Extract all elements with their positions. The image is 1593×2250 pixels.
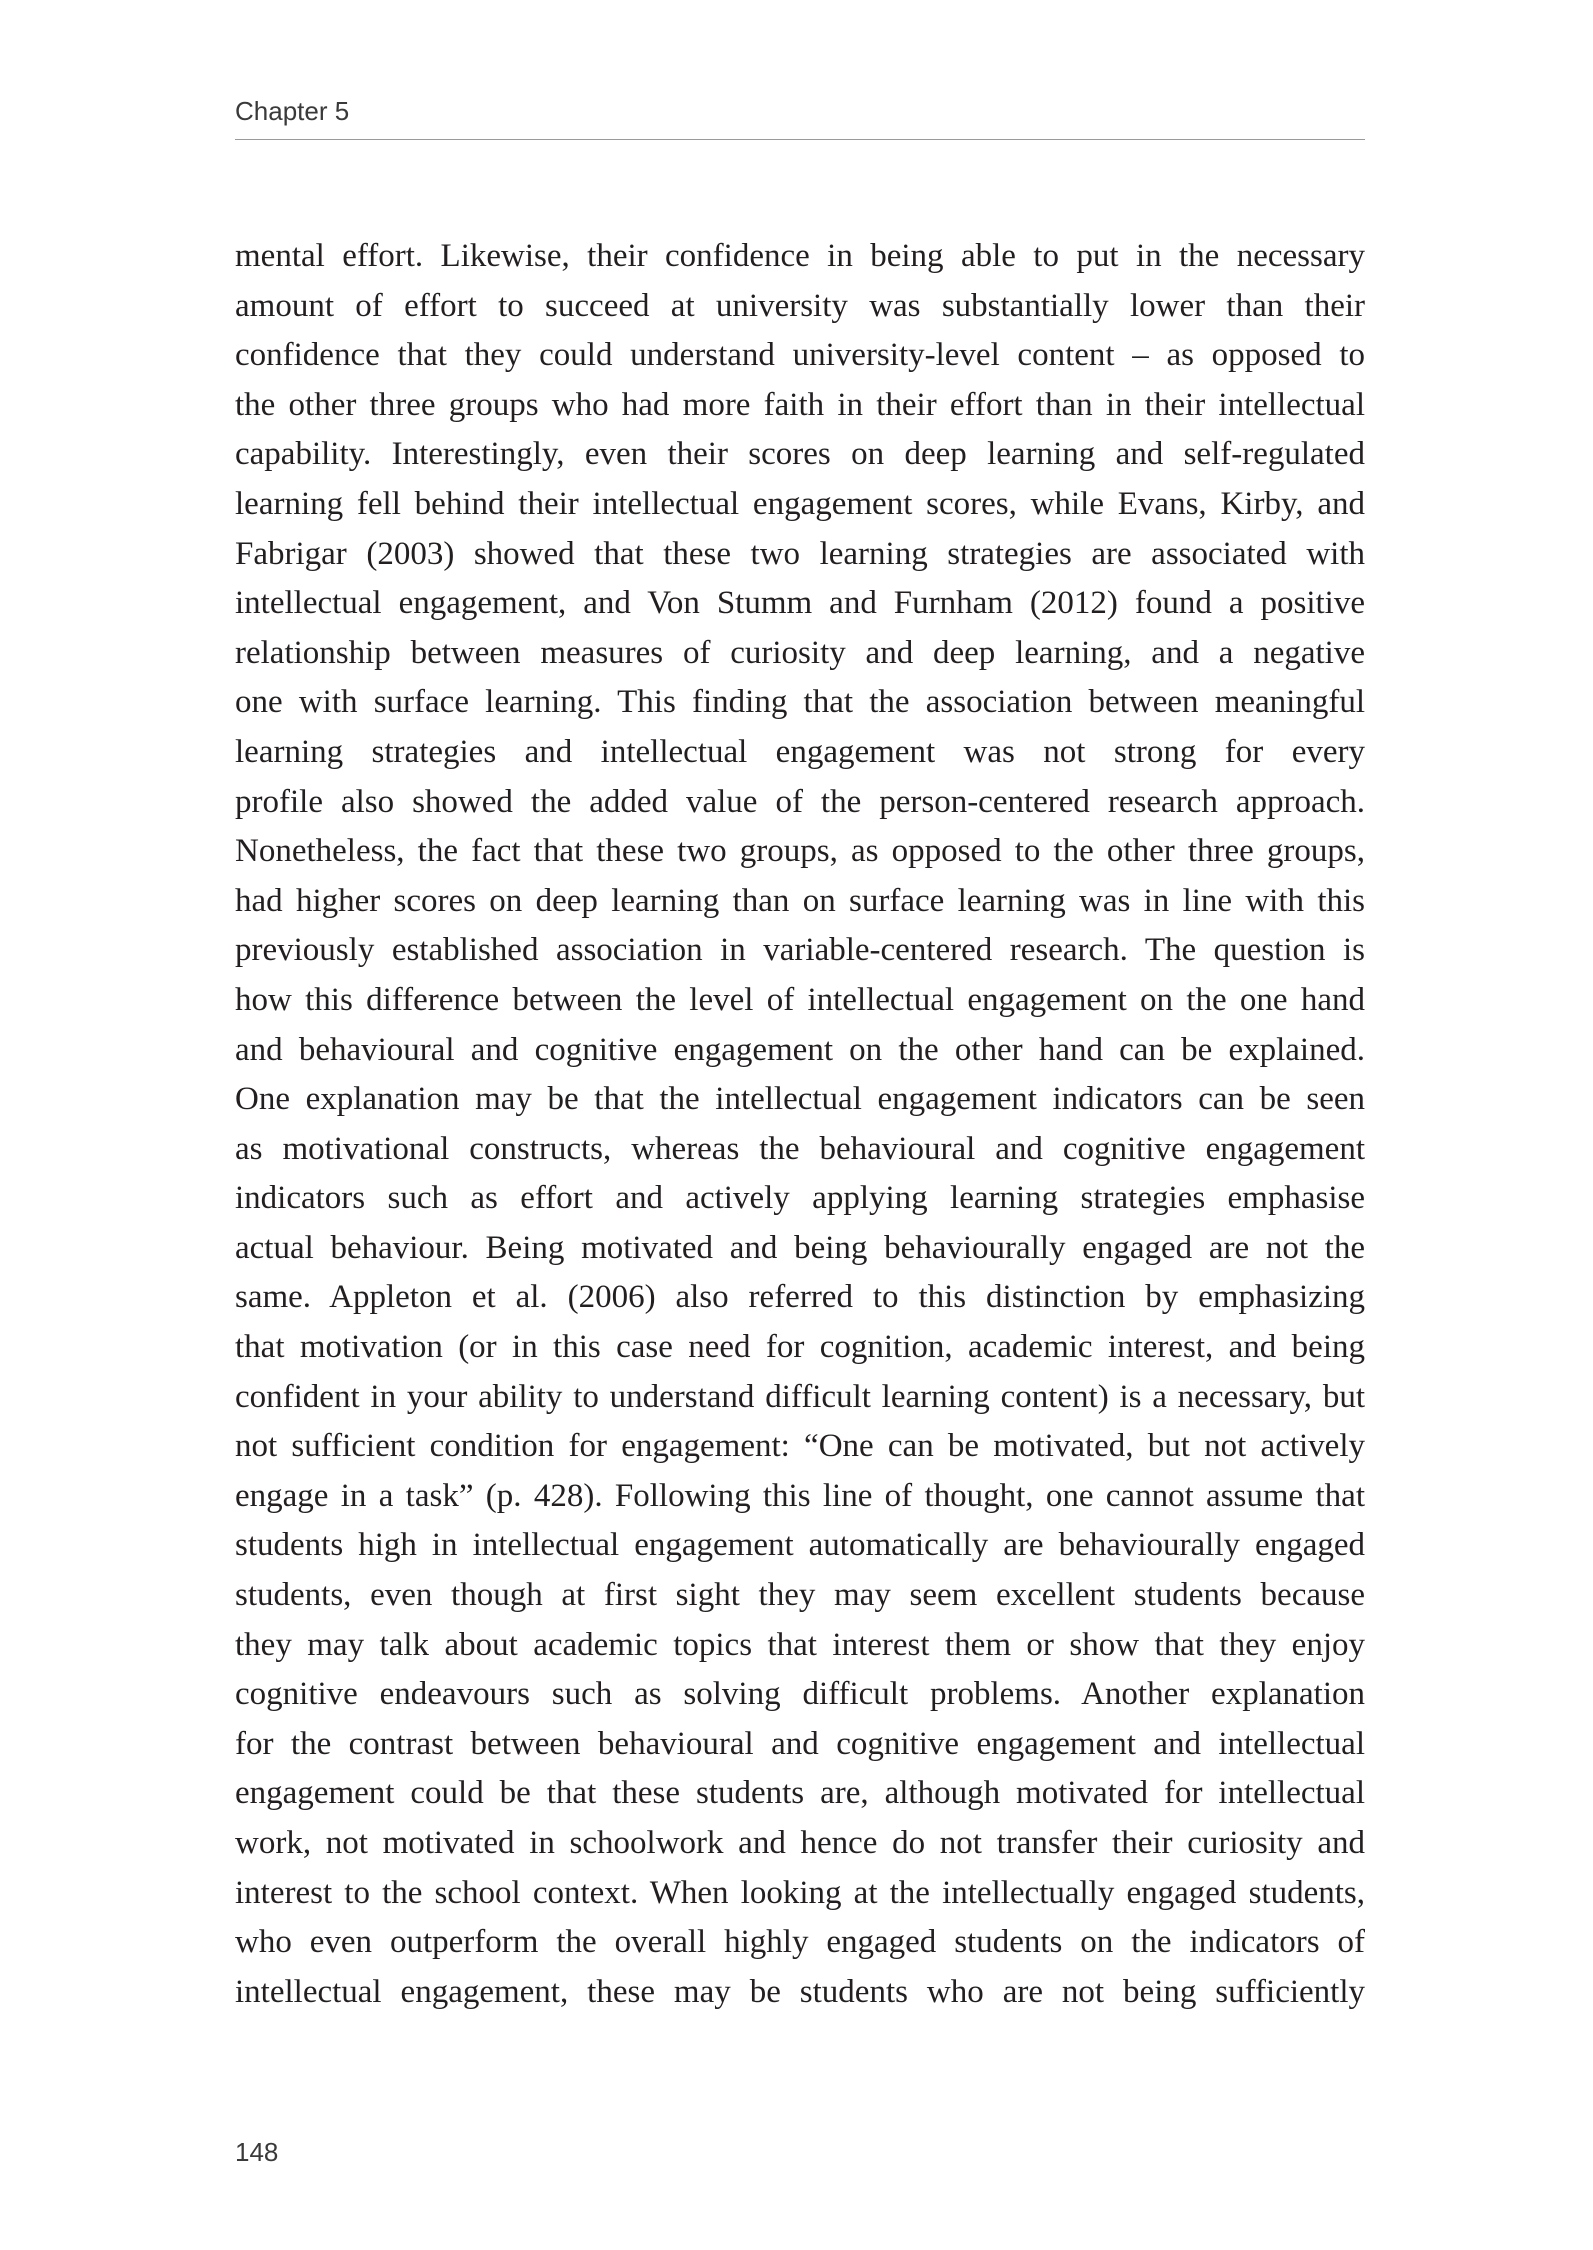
text-line: cognitive endeavours such as solving difficult problems. Another explanation (235, 1676, 1365, 1713)
text-line: actual behaviour. Being motivated and being behaviourally engaged are not the (235, 1229, 1365, 1266)
text-line: amount of effort to succeed at university was substantially lower than their (235, 287, 1365, 324)
text-line: capability. Interestingly, even their scores on deep learning and self-regulated (235, 436, 1365, 473)
text-line: who even outperform the overall highly engaged students on the indicators of (235, 1924, 1365, 1961)
text-line: for the contrast between behavioural and cognitive engagement and intellectual (235, 1725, 1365, 1762)
text-line: how this difference between the level of intellectual engagement on the one hand (235, 981, 1365, 1018)
text-line: engagement could be that these students are, although motivated for intellectual (235, 1775, 1365, 1812)
text-line: had higher scores on deep learning than on surface learning was in line with this (235, 882, 1365, 919)
chapter-label: Chapter 5 (235, 96, 350, 126)
text-line: work, not motivated in schoolwork and hence do not transfer their curiosity and (235, 1825, 1365, 1861)
text-line: confident in your ability to understand difficult learning content) is a necessary, but (235, 1378, 1365, 1415)
text-line: they may talk about academic topics that interest them or show that they enjoy (235, 1626, 1365, 1663)
text-line: one with surface learning. This finding that the association between meaningful (235, 684, 1365, 721)
text-line: One explanation may be that the intellectual engagement indicators can be seen (235, 1081, 1365, 1118)
text-line: intellectual engagement, these may be students who are not being sufficiently (235, 1973, 1365, 2010)
text-line: and behavioural and cognitive engagement on the other hand can be explained. (235, 1031, 1365, 1068)
text-line: not sufficient condition for engagement: “One can be motivated, but not actively (235, 1428, 1365, 1465)
text-line: as motivational constructs, whereas the behavioural and cognitive engagement (235, 1130, 1365, 1167)
text-line: profile also showed the added value of the person-centered research approach. (235, 783, 1365, 820)
text-line: students, even though at first sight they may seem excellent students because (235, 1577, 1365, 1614)
text-line: same. Appleton et al. (2006) also referred to this distinction by emphasizing (235, 1279, 1365, 1316)
text-line: mental effort. Likewise, their confidence in being able to put in the necessary (235, 238, 1365, 274)
text-line: learning strategies and intellectual engagement was not strong for every (235, 733, 1365, 770)
page-number: 148 (235, 2137, 279, 2167)
text-line: the other three groups who had more faith in their effort than in their intellectual (235, 386, 1365, 423)
running-header (235, 92, 1365, 140)
body-text (235, 232, 1365, 2017)
text-line: indicators such as effort and actively applying learning strategies emphasise (235, 1180, 1365, 1217)
text-line: intellectual engagement, and Von Stumm and Furnham (2012) found a positive (235, 585, 1365, 622)
text-line: interest to the school context. When looking at the intellectually engaged students, (235, 1874, 1365, 1911)
text-line: Nonetheless, the fact that these two groups, as opposed to the other three groups, (235, 833, 1365, 870)
text-line: previously established association in variable-centered research. The question is (235, 932, 1365, 969)
text-line: Fabrigar (2003) showed that these two learning strategies are associated with (235, 535, 1365, 572)
text-line: confidence that they could understand university-level content – as opposed to (235, 337, 1365, 374)
text-line: that motivation (or in this case need for cognition, academic interest, and being (235, 1329, 1365, 1366)
text-line: learning fell behind their intellectual engagement scores, while Evans, Kirby, and (235, 485, 1365, 522)
text-line: relationship between measures of curiosity and deep learning, and a negative (235, 634, 1365, 671)
text-line: students high in intellectual engagement automatically are behaviourally engaged (235, 1527, 1365, 1564)
text-line: engage in a task” (p. 428). Following this line of thought, one cannot assume that (235, 1477, 1365, 1514)
